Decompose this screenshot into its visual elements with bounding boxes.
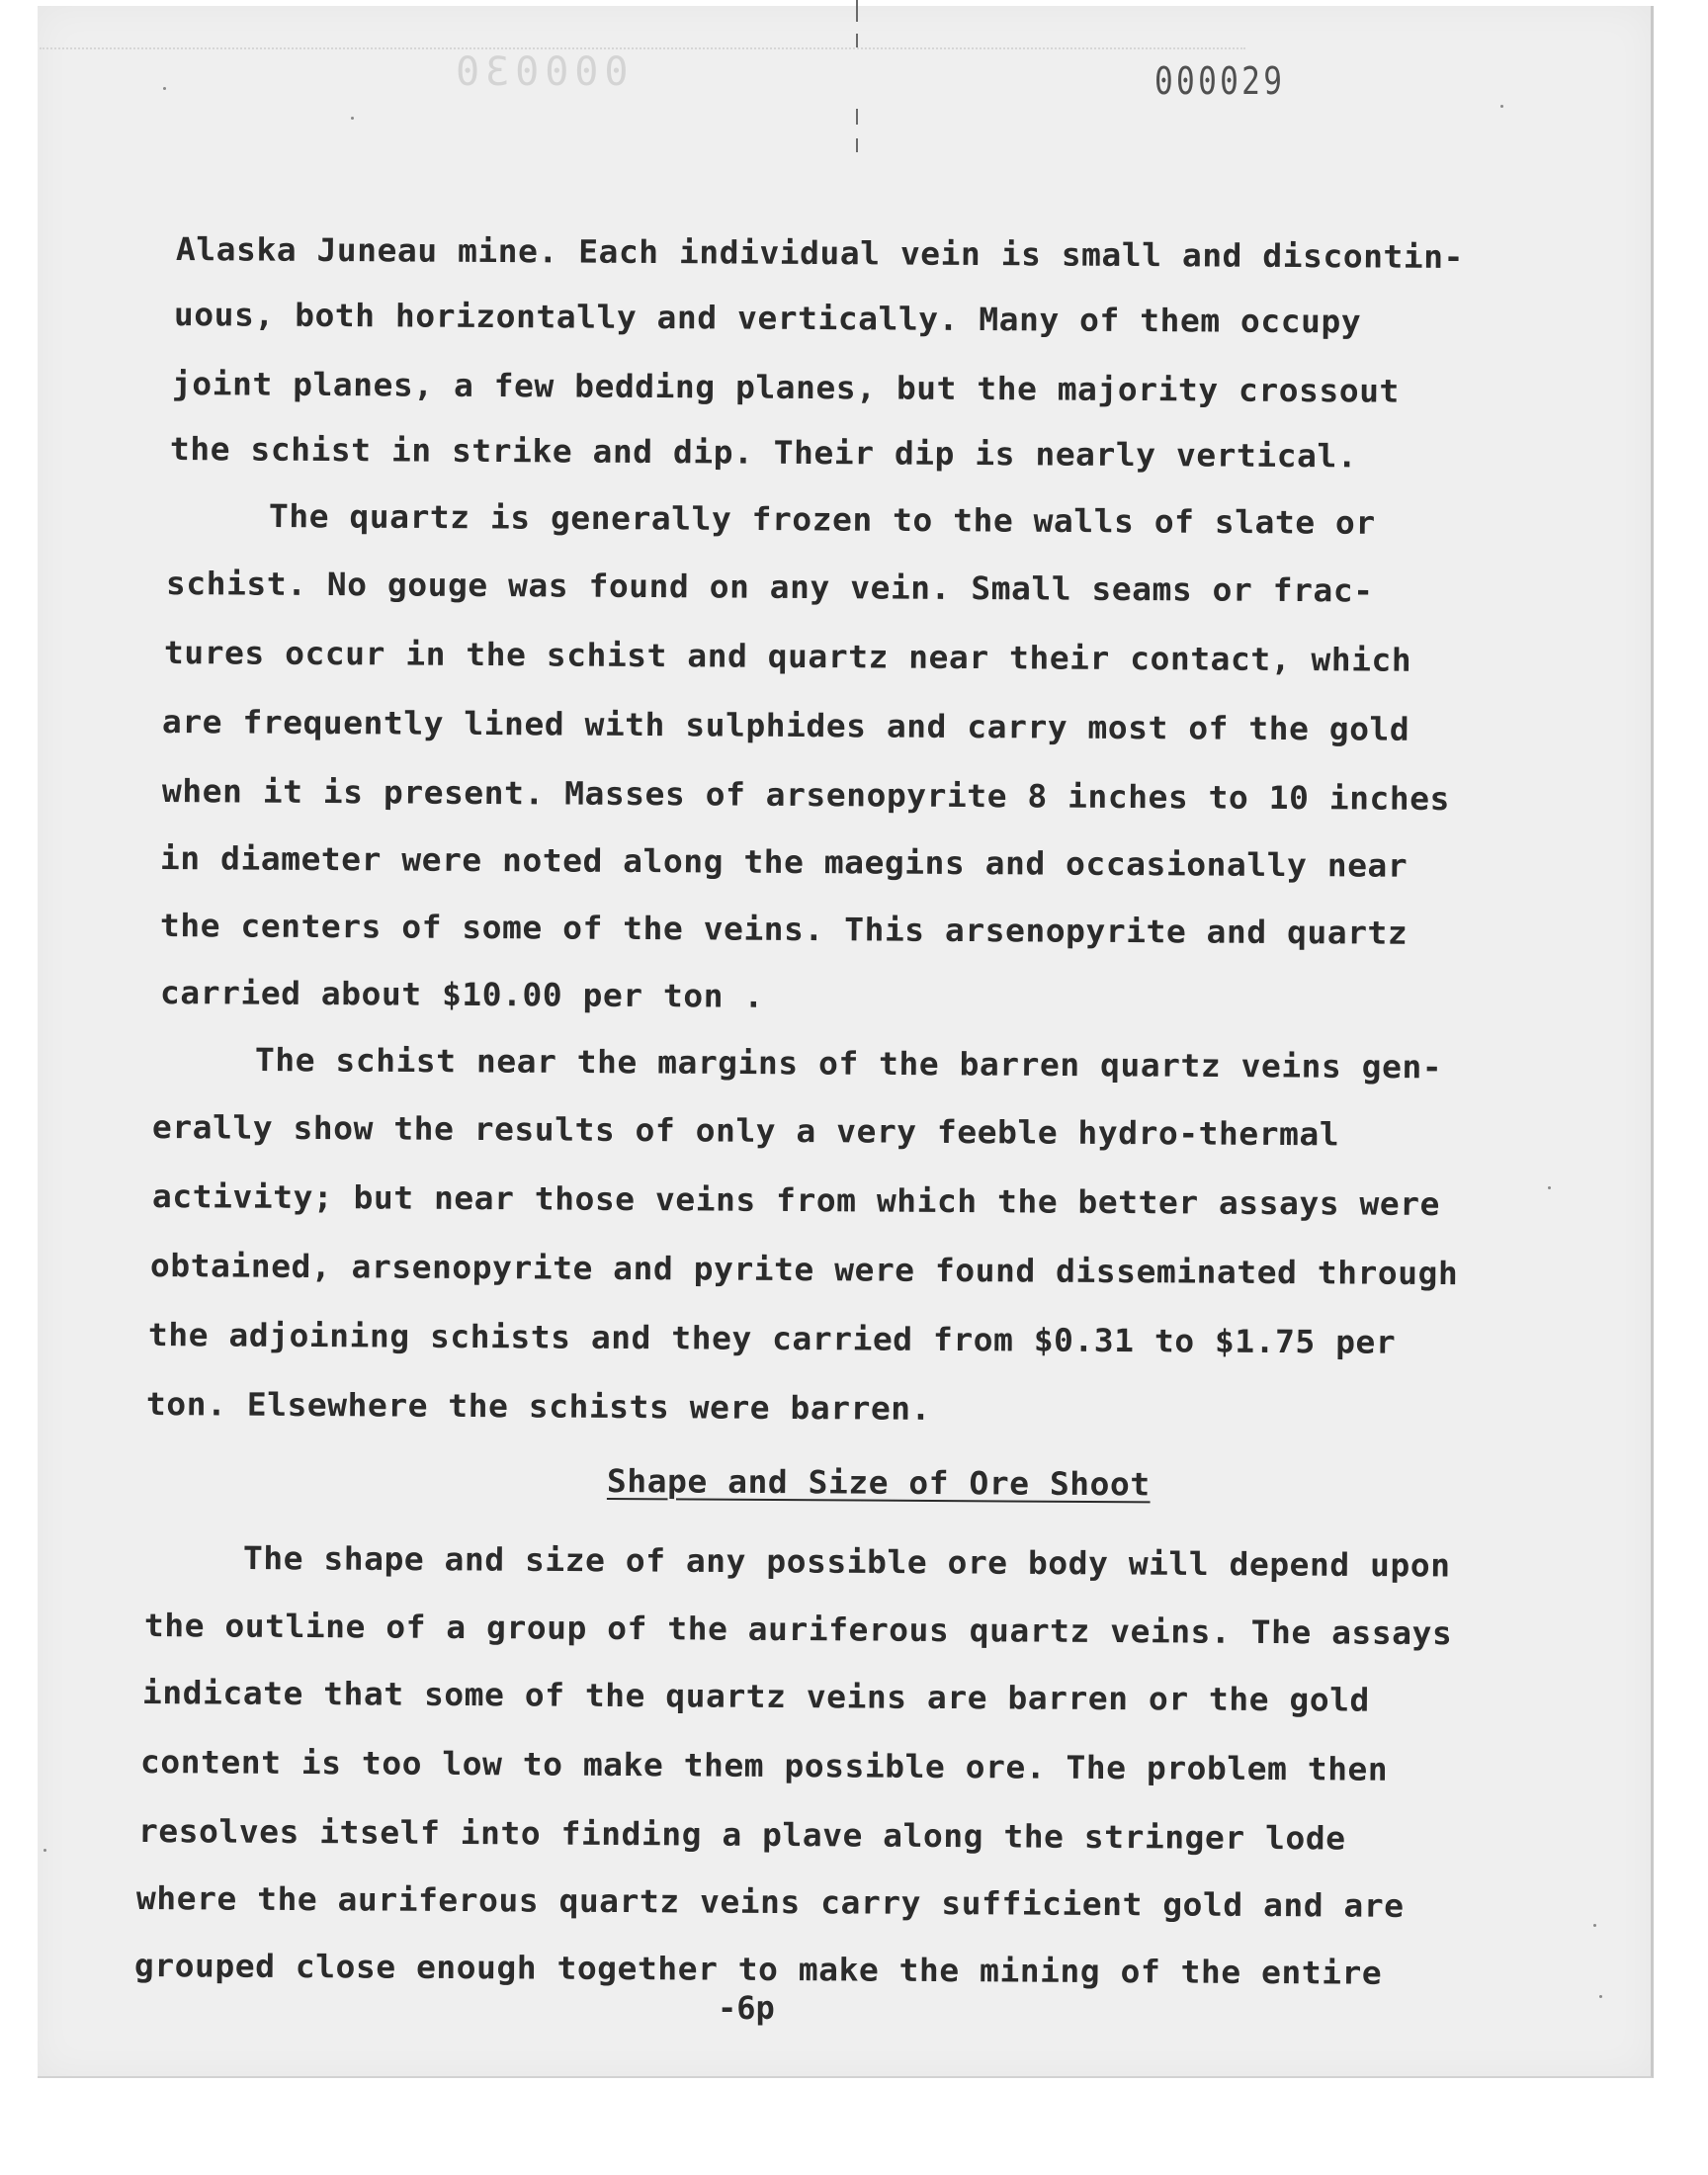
text-line: are frequently lined with sulphides and carry most of the gold [161, 703, 1410, 748]
bleed-through-rule [40, 47, 1245, 49]
text-line: obtained, arsenopyrite and pyrite were found disseminated through [149, 1247, 1459, 1293]
text-line: uous, both horizontally and vertically. Many of them occupy [173, 296, 1362, 341]
text-line: erally show the results of only a very feeble hydro-thermal [151, 1108, 1340, 1154]
paper-speck [1593, 1924, 1596, 1927]
text-line: grouped close enough together to make the mining of the entire [133, 1947, 1383, 1992]
text-line: Alaska Juneau mine. Each individual vein is small and discontin- [175, 230, 1465, 276]
text-line: content is too low to make them possible ore. The problem then [139, 1743, 1389, 1788]
page-identifier: 000029 [1154, 59, 1286, 103]
text-line: The quartz is generally frozen to the walls of slate or [268, 497, 1376, 542]
text-line: activity; but near those veins from which the better assays were [151, 1177, 1441, 1223]
paper-speck [1599, 1995, 1602, 1998]
fold-mark [856, 109, 858, 125]
paper-speck [1500, 105, 1503, 108]
bleed-through-page-id: 000030 [450, 49, 629, 95]
text-line: tures occur in the schist and quartz near their contact, which [163, 634, 1412, 679]
text-line: where the auriferous quartz veins carry sufficient gold and are [135, 1879, 1405, 1925]
text-line: schist. No gouge was found on any vein. Small seams or frac- [165, 565, 1374, 610]
paper-speck [43, 1849, 46, 1852]
paper-speck [163, 87, 166, 90]
section-heading: Shape and Size of Ore Shoot [606, 1462, 1151, 1504]
text-line: when it is present. Masses of arsenopyrite 8 inches to 10 inches [161, 772, 1451, 818]
text-line: The schist near the margins of the barren quartz veins gen- [254, 1041, 1443, 1087]
text-line: the schist in strike and dip. Their dip is nearly vertical. [169, 430, 1358, 476]
text-line: resolves itself into finding a plave along the stringer lode [137, 1812, 1346, 1858]
text-line: in diameter were noted along the maegins and occasionally near [159, 839, 1409, 885]
text-line: carried about $10.00 per ton . [159, 974, 764, 1015]
text-line: ton. Elsewhere the schists were barren. [145, 1385, 932, 1428]
text-line: the centers of some of the veins. This arsenopyrite and quartz [159, 907, 1409, 952]
text-line: joint planes, a few bedding planes, but the majority crossout [171, 365, 1400, 410]
text-line: the adjoining schists and they carried from $0.31 to $1.75 per [147, 1316, 1397, 1361]
fold-mark [856, 138, 858, 152]
fold-mark [856, 34, 858, 47]
text-line: the outline of a group of the auriferous quartz veins. The assays [143, 1607, 1453, 1653]
page-number: -6p [718, 1989, 775, 2027]
paper-speck [1548, 1186, 1551, 1189]
paper-speck [351, 117, 354, 120]
text-line: The shape and size of any possible ore body will depend upon [242, 1539, 1451, 1585]
text-line: indicate that some of the quartz veins are barren or the gold [141, 1674, 1370, 1719]
fold-mark [856, 0, 858, 22]
